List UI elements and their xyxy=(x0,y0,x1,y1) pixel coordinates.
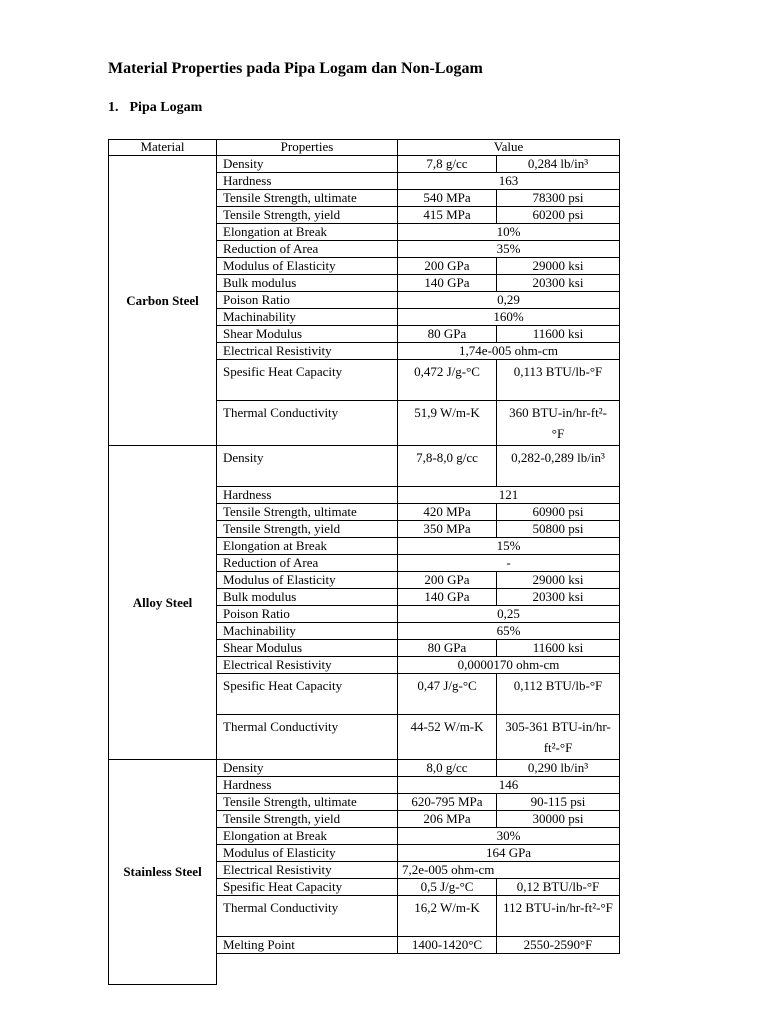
value-cell-metric: 206 MPa xyxy=(398,811,497,828)
value-cell-metric: 7,2e-005 ohm-cm xyxy=(398,862,620,879)
table-row xyxy=(109,446,620,487)
material-name-cell: Carbon Steel xyxy=(109,156,217,446)
property-name-cell: Elongation at Break xyxy=(217,538,398,555)
value-cell-metric: 30% xyxy=(398,828,620,845)
table-header-row xyxy=(109,140,620,156)
value-cell-metric: 51,9 W/m-K xyxy=(398,401,497,446)
section-title: Pipa Logam xyxy=(129,100,203,115)
value-cell-imperial: 90-115 psi xyxy=(497,794,620,811)
value-cell-imperial: 0,284 lb/in³ xyxy=(497,156,620,173)
property-name-cell: Spesific Heat Capacity xyxy=(217,674,398,715)
value-cell-imperial: 20300 ksi xyxy=(497,275,620,292)
property-name-cell: Tensile Strength, ultimate xyxy=(217,190,398,207)
property-name-cell: Density xyxy=(217,760,398,777)
property-name-cell: Thermal Conductivity xyxy=(217,715,398,760)
property-name-cell: Bulk modulus xyxy=(217,275,398,292)
empty-cell xyxy=(398,954,620,985)
material-properties-table xyxy=(108,139,620,985)
property-name-cell: Electrical Resistivity xyxy=(217,657,398,674)
property-name-cell: Shear Modulus xyxy=(217,640,398,657)
value-cell-metric: 164 GPa xyxy=(398,845,620,862)
value-cell-metric: 0,25 xyxy=(398,606,620,623)
value-cell-metric: 350 MPa xyxy=(398,521,497,538)
value-cell-metric: 44-52 W/m-K xyxy=(398,715,497,760)
value-cell-metric: 0,47 J/g-°C xyxy=(398,674,497,715)
value-cell-metric: 7,8 g/cc xyxy=(398,156,497,173)
value-cell-imperial: 305-361 BTU-in/hr-ft²-°F xyxy=(497,715,620,760)
section-number: 1. xyxy=(108,100,119,115)
value-cell-metric: 16,2 W/m-K xyxy=(398,896,497,937)
property-name-cell: Thermal Conductivity xyxy=(217,401,398,446)
value-cell-metric: 540 MPa xyxy=(398,190,497,207)
property-name-cell: Shear Modulus xyxy=(217,326,398,343)
property-name-cell: Thermal Conductivity xyxy=(217,896,398,937)
value-cell-metric: 35% xyxy=(398,241,620,258)
value-cell-metric: 15% xyxy=(398,538,620,555)
value-cell-metric: 200 GPa xyxy=(398,572,497,589)
property-name-cell: Tensile Strength, ultimate xyxy=(217,504,398,521)
value-cell-metric: 0,5 J/g-°C xyxy=(398,879,497,896)
property-name-cell: Electrical Resistivity xyxy=(217,343,398,360)
property-name-cell: Melting Point xyxy=(217,937,398,954)
value-cell-metric: 80 GPa xyxy=(398,326,497,343)
property-name-cell: Reduction of Area xyxy=(217,241,398,258)
property-name-cell: Elongation at Break xyxy=(217,828,398,845)
property-name-cell: Modulus of Elasticity xyxy=(217,572,398,589)
property-name-cell: Spesific Heat Capacity xyxy=(217,360,398,401)
value-cell-imperial: 0,282-0,289 lb/in³ xyxy=(497,446,620,487)
section-heading xyxy=(108,100,202,116)
property-name-cell: Hardness xyxy=(217,173,398,190)
value-cell-metric: 163 xyxy=(398,173,620,190)
value-cell-metric: 415 MPa xyxy=(398,207,497,224)
material-name-cell: Alloy Steel xyxy=(109,446,217,760)
value-cell-metric: 80 GPa xyxy=(398,640,497,657)
value-cell-metric: 620-795 MPa xyxy=(398,794,497,811)
header-material: Material xyxy=(109,140,217,156)
value-cell-metric: 420 MPa xyxy=(398,504,497,521)
value-cell-metric: 121 xyxy=(398,487,620,504)
value-cell-metric: 160% xyxy=(398,309,620,326)
table-row xyxy=(109,156,620,173)
value-cell-imperial: 60200 psi xyxy=(497,207,620,224)
property-name-cell: Tensile Strength, ultimate xyxy=(217,794,398,811)
value-cell-metric: 10% xyxy=(398,224,620,241)
value-cell-imperial: 0,113 BTU/lb-°F xyxy=(497,360,620,401)
property-name-cell: Poison Ratio xyxy=(217,292,398,309)
value-cell-metric: - xyxy=(398,555,620,572)
value-cell-imperial: 0,112 BTU/lb-°F xyxy=(497,674,620,715)
header-value: Value xyxy=(398,140,620,156)
value-cell-metric: 1400-1420°C xyxy=(398,937,497,954)
value-cell-metric: 0,29 xyxy=(398,292,620,309)
document-title: Material Properties pada Pipa Logam dan Non-Logam xyxy=(108,60,483,77)
value-cell-imperial: 11600 ksi xyxy=(497,640,620,657)
value-cell-imperial: 11600 ksi xyxy=(497,326,620,343)
value-cell-metric: 0,472 J/g-°C xyxy=(398,360,497,401)
empty-cell xyxy=(217,954,398,985)
property-name-cell: Poison Ratio xyxy=(217,606,398,623)
value-cell-metric: 146 xyxy=(398,777,620,794)
property-name-cell: Machinability xyxy=(217,309,398,326)
value-cell-metric: 200 GPa xyxy=(398,258,497,275)
property-name-cell: Hardness xyxy=(217,487,398,504)
table-row xyxy=(109,760,620,777)
value-cell-metric: 65% xyxy=(398,623,620,640)
property-name-cell: Density xyxy=(217,446,398,487)
property-name-cell: Electrical Resistivity xyxy=(217,862,398,879)
value-cell-imperial: 30000 psi xyxy=(497,811,620,828)
value-cell-imperial: 0,290 lb/in³ xyxy=(497,760,620,777)
table-body xyxy=(109,156,620,985)
value-cell-imperial: 60900 psi xyxy=(497,504,620,521)
value-cell-imperial: 29000 ksi xyxy=(497,572,620,589)
header-properties: Properties xyxy=(217,140,398,156)
property-name-cell: Tensile Strength, yield xyxy=(217,811,398,828)
property-name-cell: Modulus of Elasticity xyxy=(217,845,398,862)
property-name-cell: Hardness xyxy=(217,777,398,794)
value-cell-metric: 140 GPa xyxy=(398,275,497,292)
material-name-cell: Stainless Steel xyxy=(109,760,217,985)
value-cell-imperial: 0,12 BTU/lb-°F xyxy=(497,879,620,896)
property-name-cell: Density xyxy=(217,156,398,173)
property-name-cell: Bulk modulus xyxy=(217,589,398,606)
value-cell-imperial: 78300 psi xyxy=(497,190,620,207)
value-cell-metric: 1,74e-005 ohm-cm xyxy=(398,343,620,360)
property-name-cell: Tensile Strength, yield xyxy=(217,207,398,224)
property-name-cell: Tensile Strength, yield xyxy=(217,521,398,538)
value-cell-imperial: 2550-2590°F xyxy=(497,937,620,954)
property-name-cell: Modulus of Elasticity xyxy=(217,258,398,275)
value-cell-imperial: 20300 ksi xyxy=(497,589,620,606)
property-name-cell: Spesific Heat Capacity xyxy=(217,879,398,896)
value-cell-metric: 8,0 g/cc xyxy=(398,760,497,777)
property-name-cell: Machinability xyxy=(217,623,398,640)
value-cell-metric: 140 GPa xyxy=(398,589,497,606)
property-name-cell: Reduction of Area xyxy=(217,555,398,572)
value-cell-imperial: 50800 psi xyxy=(497,521,620,538)
value-cell-imperial: 112 BTU-in/hr-ft²-°F xyxy=(497,896,620,937)
value-cell-imperial: 360 BTU-in/hr-ft²-°F xyxy=(497,401,620,446)
value-cell-metric: 0,0000170 ohm-cm xyxy=(398,657,620,674)
value-cell-imperial: 29000 ksi xyxy=(497,258,620,275)
property-name-cell: Elongation at Break xyxy=(217,224,398,241)
value-cell-metric: 7,8-8,0 g/cc xyxy=(398,446,497,487)
